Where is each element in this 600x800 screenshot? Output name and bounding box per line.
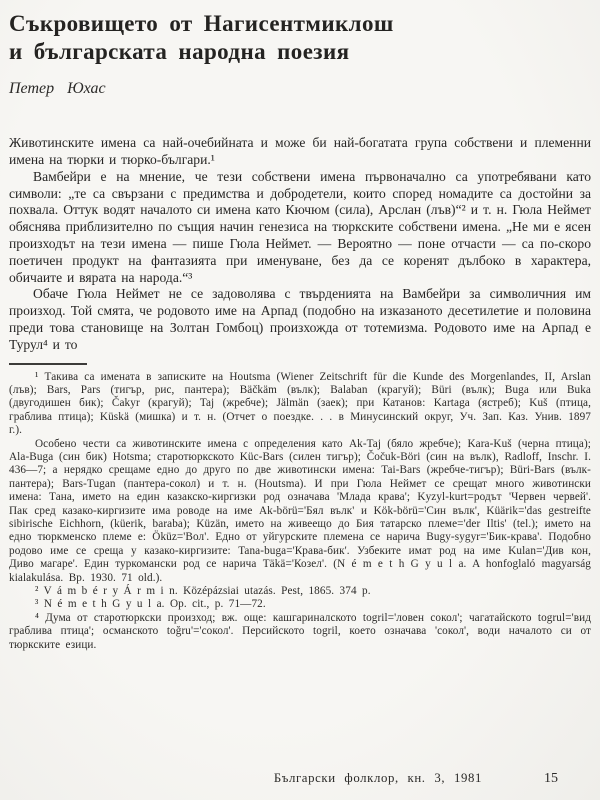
footnote-2: ² V á m b é r y Á r m i n. Középázsiai utazás. Pest, 1865. 374 p. — [35, 585, 371, 598]
footnote-divider — [9, 363, 87, 365]
footnote-1: ¹ Такива са имената в записките на Houtsma (Wiener Zeitschrift für die Kunde des Morgenlandes, II, Arslan (лъв); Bars, Pars (тигър, рис, пантера); Bäčkäm (вълк); Balaban (крагуй); Büri (вълк); Buga или Buka (двугодишен бик); Čakyr (крагуй); Taj (жребче); Jälmän (заек); при Катанов: Kartaga (ястреб); Kuš (птица, граблива птица); Küskä (мишка) и т. н. (Отчет о поездке. . . в Минусинский округ, Уч. Зап. Каз. Унив. 1897 г.). — [9, 370, 591, 437]
body-paragraph-1: Животинските имена са най-очебийната и може би най-богатата група собствени и племенни имена на тюрки и тюрко-българи.¹ — [9, 135, 591, 167]
body-paragraph-3: Обаче Гюла Неймет не се задоволява с твърденията на Вамбейри за символичния им произход. Той смята, че родовото име на Арпад (подобно на изказаното десетилетие и половина преди това становище на Золтан Гомбоц) произхожда от тотемизма. Родовото име на Арпад е Турул⁴ и то — [9, 286, 591, 352]
article-body — [9, 135, 591, 353]
journal-title: Български фолклор, кн. 3, 1981 — [273, 771, 482, 785]
title-line-2: и българската народна поезия — [9, 38, 350, 64]
page-footer — [0, 771, 600, 787]
footnote-3: ³ N é m e t h G y u l a. Op. cit., p. 71—72. — [35, 598, 266, 611]
footnote-1-continued: Особено чести са животинските имена с определения като Ak-Taj (бяло жребче); Kara-Kuš (черна птица); Ala-Buga (син бик) Hotsma; старотюркското Küc-Bars (силен тигър); Čočuk-Böri (син на вълк), Radloff, Inschr. I. 436—7; а нерядко срещаме едно до друго по две животински имена: Tai-Bars (жребче-тигър); Büri-Bars (вълк-пантера); Bars-Tugan (пантера-сокол) и т. н. (Houtsma). И при Гюла Неймет се срещат много животински имена: Тана, името на един казакско-киргизки род означава 'Млада крава'; Kyzyl-kurt=родът 'Червен червей'. Пак сред казако-киргизите има роводе на име Ak-börü='Бял вълк' и Kök-börü='Син вълк', Küärik='das gestreifte sibirische Eichhorn, (küerik, baraba); Küzän, името на живеещо до Бия татарско племе='der Iltis' (tel.); името на едно тюркменско племе е: Öküz='Вол'. Едно от уйгурските племена се нарича Bugy-sygyr='Бик-крава'. Подобно родово име се среща у казако-киргизите: Tana-buga='Крава-бик'. Узбеките имат род на име Kulan='Див кон, Диво магаре'. Един туркомански род се нарича Täkä='Козел'. (N é m e t h G y u l a. A honfoglaló magyarság kialakulása. Bp. 1930. 71 old.). — [9, 437, 591, 584]
author-name: Петер Юхас — [9, 80, 106, 98]
footnote-4: ⁴ Дума от старотюркски произход; вж. още: кашгариналското togril='ловен сокол'; чагатайското togrul='вид граблива птица'; османското toğru'='сокол'. Персийското togril, което означава 'сокол', води началото си от тюркските езици. — [9, 611, 591, 651]
footnotes-block — [9, 371, 591, 653]
page-number: 15 — [544, 771, 558, 786]
page-title — [9, 10, 591, 65]
body-paragraph-2: Вамбейри е на мнение, че тези собствени имена първоначално са употребявани като символи: „те са свързани с предимства и добродетели, които според номадите са достойни за похвала. Оттук водят началото си имена като Кючюм (сила), Арслан (лъв)“² и т. н. Гюла Неймет обяснява приблизително по същия начин генезиса на тюркските собствени имена. „Не ми е ясен произходът на тези имена — пише Гюла Неймет. — Вероятно — поне отчасти — са по-скоро поетичен продукт на фантазията при именуване, без да се коренят дълбоко в характера, обичаите и вярата на народа.“³ — [9, 168, 591, 285]
title-line-1: Съкровището от Нагисентмиклош — [9, 11, 394, 36]
